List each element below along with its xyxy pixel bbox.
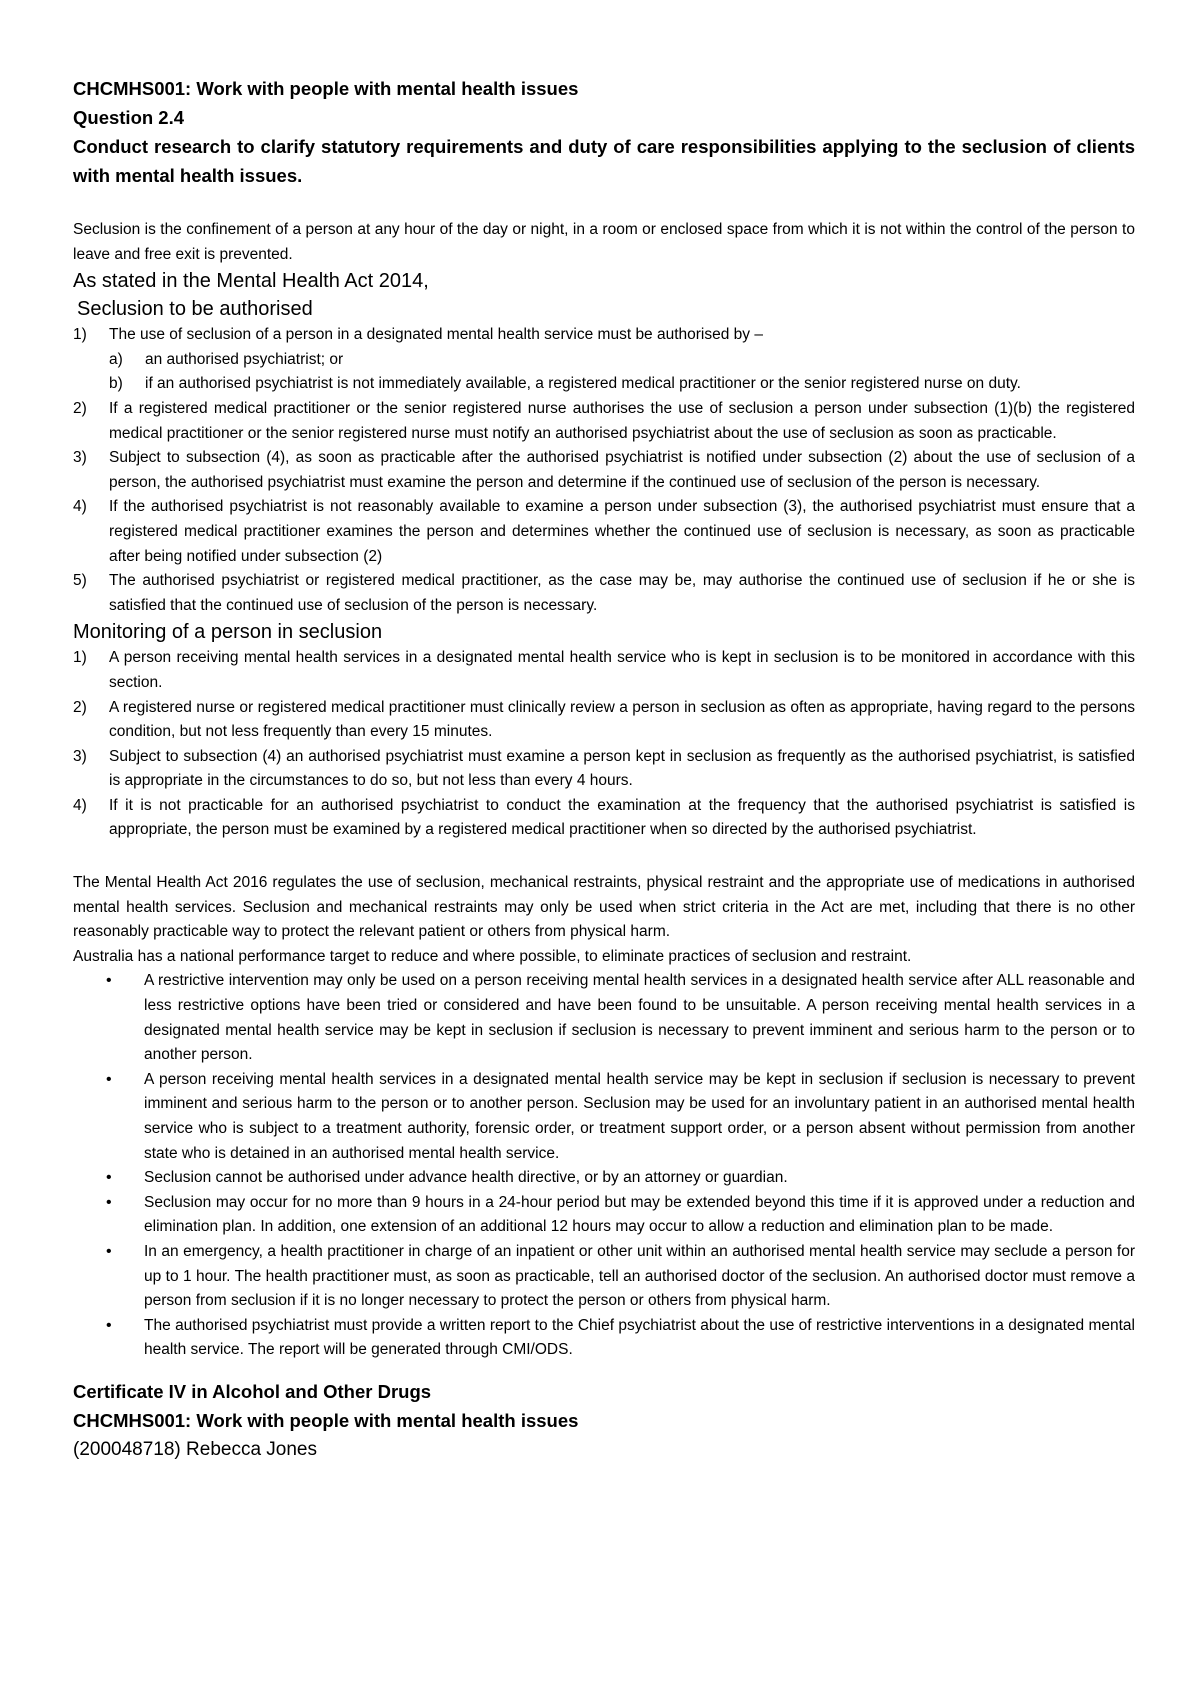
list-marker: 3)	[73, 747, 87, 765]
list-marker: 3)	[73, 449, 87, 467]
bullet-icon: •	[106, 1169, 112, 1187]
authorised-sublist	[109, 348, 1135, 397]
list-item-text: Subject to subsection (4) an authorised psychiatrist must examine a person kept in seclusion as frequently as the authorised psychiatrist, is satisfied is appropriate in the circumstances to do so, but not less than every 4 hours.	[109, 747, 1135, 790]
authorised-list	[73, 323, 1135, 618]
list-item	[73, 745, 1135, 794]
list-item-text: The use of seclusion of a person in a designated mental health service must be authorised by –	[109, 326, 763, 344]
bullet-item	[106, 1240, 1135, 1314]
sublist-marker: b)	[109, 375, 123, 393]
monitoring-list	[73, 646, 1135, 843]
section-heading-authorised: Seclusion to be authorised	[77, 298, 313, 321]
document-footer	[73, 1377, 1135, 1464]
list-item-text: The authorised psychiatrist or registered medical practitioner, as the case may be, may authorise the continued use of seclusion if he or she is satisfied that the continued use of seclusion of the person is necessary.	[109, 572, 1135, 614]
bullet-icon: •	[106, 1070, 112, 1088]
bullet-item	[106, 1166, 1135, 1191]
footer-unit-title: CHCMHS001: Work with people with mental health issues	[73, 1409, 579, 1431]
bullet-item	[106, 969, 1135, 1067]
bullet-text: The authorised psychiatrist must provide a written report to the Chief psychiatrist about the use of restrictive interventions in a designated mental health service. The report will be generated through CMI/ODS.	[144, 1316, 1135, 1359]
bullet-item	[106, 1068, 1135, 1166]
list-item	[73, 446, 1135, 495]
bullet-text: A person receiving mental health services in a designated mental health service may be kept in seclusion if seclusion is necessary to prevent imminent and serious harm to the person or to another person. Seclusion may be used for an involuntary patient in an authorised mental health service who is subject to a treatment authority, forensic order, or treatment support order, or a person absent without permission from another state who is detained in an authorised mental health service.	[144, 1070, 1135, 1162]
national-target: Australia has a national performance target to reduce and where possible, to eliminate practices of seclusion and restraint.	[73, 947, 912, 965]
act-heading: As stated in the Mental Health Act 2014,	[73, 270, 429, 293]
list-marker: 1)	[73, 326, 87, 344]
bullet-icon: •	[106, 1193, 112, 1211]
list-item	[73, 569, 1135, 618]
list-item	[73, 794, 1135, 843]
list-marker: 2)	[73, 399, 87, 417]
bullet-text: Seclusion may occur for no more than 9 hours in a 24-hour period but may be extended beyond this time if it is approved under a reduction and elimination plan. In addition, one extension of an additional 12 hours may occur to allow a reduction and elimination plan to be made.	[144, 1193, 1135, 1236]
list-item-text: Subject to subsection (4), as soon as practicable after the authorised psychiatrist is notified under subsection (2) about the use of seclusion of a person, the authorised psychiatrist must examine the person and determine if the continued use of seclusion of the person is necessary.	[109, 449, 1135, 491]
sublist-item	[109, 372, 1135, 397]
footer-certificate: Certificate IV in Alcohol and Other Drugs	[73, 1380, 432, 1402]
list-item	[73, 495, 1135, 569]
list-marker: 1)	[73, 649, 87, 667]
list-item-text: If it is not practicable for an authorised psychiatrist to conduct the examination at the frequency that the authorised psychiatrist is satisfied is appropriate, the person must be examined by a registered medical practitioner when so directed by the authorised psychiatrist.	[109, 796, 1135, 839]
footer-student: (200048718) Rebecca Jones	[73, 1438, 318, 1460]
section-heading-monitoring: Monitoring of a person in seclusion	[73, 621, 383, 644]
list-item-text: If the authorised psychiatrist is not reasonably available to examine a person under subsection (3), the authorised psychiatrist must ensure that a registered medical practitioner examines the person and determines whether the continued use of seclusion is necessary, as soon as practicable after being notified under subsection (2)	[109, 498, 1135, 565]
list-item	[73, 397, 1135, 446]
spacer	[73, 843, 1135, 871]
list-item-text: If a registered medical practitioner or the senior registered nurse authorises the use of seclusion a person under subsection (1)(b) the registered medical practitioner or the senior registered nurse must notify an authorised psychiatrist about the use of seclusion as soon as practicable.	[109, 399, 1135, 442]
list-item	[73, 696, 1135, 745]
spacer	[73, 190, 1135, 218]
bullet-icon: •	[106, 1242, 112, 1260]
document-page	[73, 74, 1135, 1464]
bullet-text: In an emergency, a health practitioner in charge of an inpatient or other unit within an authorised mental health service may seclude a person for up to 1 hour. The health practitioner must, as soon as practicable, tell an authorised doctor of the seclusion. An authorised doctor must remove a person from seclusion if it is no longer necessary to protect the person or others from physical harm.	[144, 1242, 1135, 1310]
list-marker: 4)	[73, 796, 87, 814]
sublist-item-text: an authorised psychiatrist; or	[145, 350, 344, 368]
bullet-text: Seclusion cannot be authorised under advance health directive, or by an attorney or guardian.	[144, 1169, 788, 1187]
bullet-text: A restrictive intervention may only be used on a person receiving mental health services in a designated health service after ALL reasonable and less restrictive options have been tried or considered and have been found to be unsuitable. A person receiving mental health services in a designated mental health service may be kept in seclusion if seclusion is necessary to prevent imminent and serious harm to the person or to another person.	[144, 972, 1135, 1064]
list-item	[73, 646, 1135, 695]
act-2016-paragraph: The Mental Health Act 2016 regulates the use of seclusion, mechanical restraints, physical restraint and the appropriate use of medications in authorised mental health services. Seclusion and mechanical restraints may only be used when strict criteria in the Act are met, including that there is no other reasonably practicable way to protect the relevant patient or others from physical harm.	[73, 874, 1135, 941]
bullet-item	[106, 1314, 1135, 1363]
list-item-text: A person receiving mental health services in a designated mental health service who is kept in seclusion is to be monitored in accordance with this section.	[109, 649, 1135, 691]
unit-title: CHCMHS001: Work with people with mental health issues	[73, 78, 579, 99]
sublist-marker: a)	[109, 350, 123, 368]
list-item	[73, 323, 1135, 397]
task-statement: Conduct research to clarify statutory requirements and duty of care responsibilities applying to the seclusion of clients with mental health issues.	[73, 136, 1135, 186]
sublist-item	[109, 348, 1135, 373]
list-marker: 2)	[73, 698, 87, 716]
bullet-icon: •	[106, 972, 112, 990]
bullet-icon: •	[106, 1316, 112, 1334]
list-marker: 5)	[73, 572, 87, 590]
bullet-item	[106, 1191, 1135, 1240]
bullet-list	[73, 969, 1135, 1363]
sublist-item-text: if an authorised psychiatrist is not immediately available, a registered medical practitioner or the senior registered nurse on duty.	[145, 375, 1021, 393]
list-marker: 4)	[73, 498, 87, 516]
seclusion-definition: Seclusion is the confinement of a person at any hour of the day or night, in a room or enclosed space from which it is not within the control of the person to leave and free exit is prevented.	[73, 221, 1135, 263]
list-item-text: A registered nurse or registered medical practitioner must clinically review a person in seclusion as often as appropriate, having regard to the persons condition, but not less frequently than every 15 minutes.	[109, 698, 1135, 741]
question-number: Question 2.4	[73, 107, 185, 128]
